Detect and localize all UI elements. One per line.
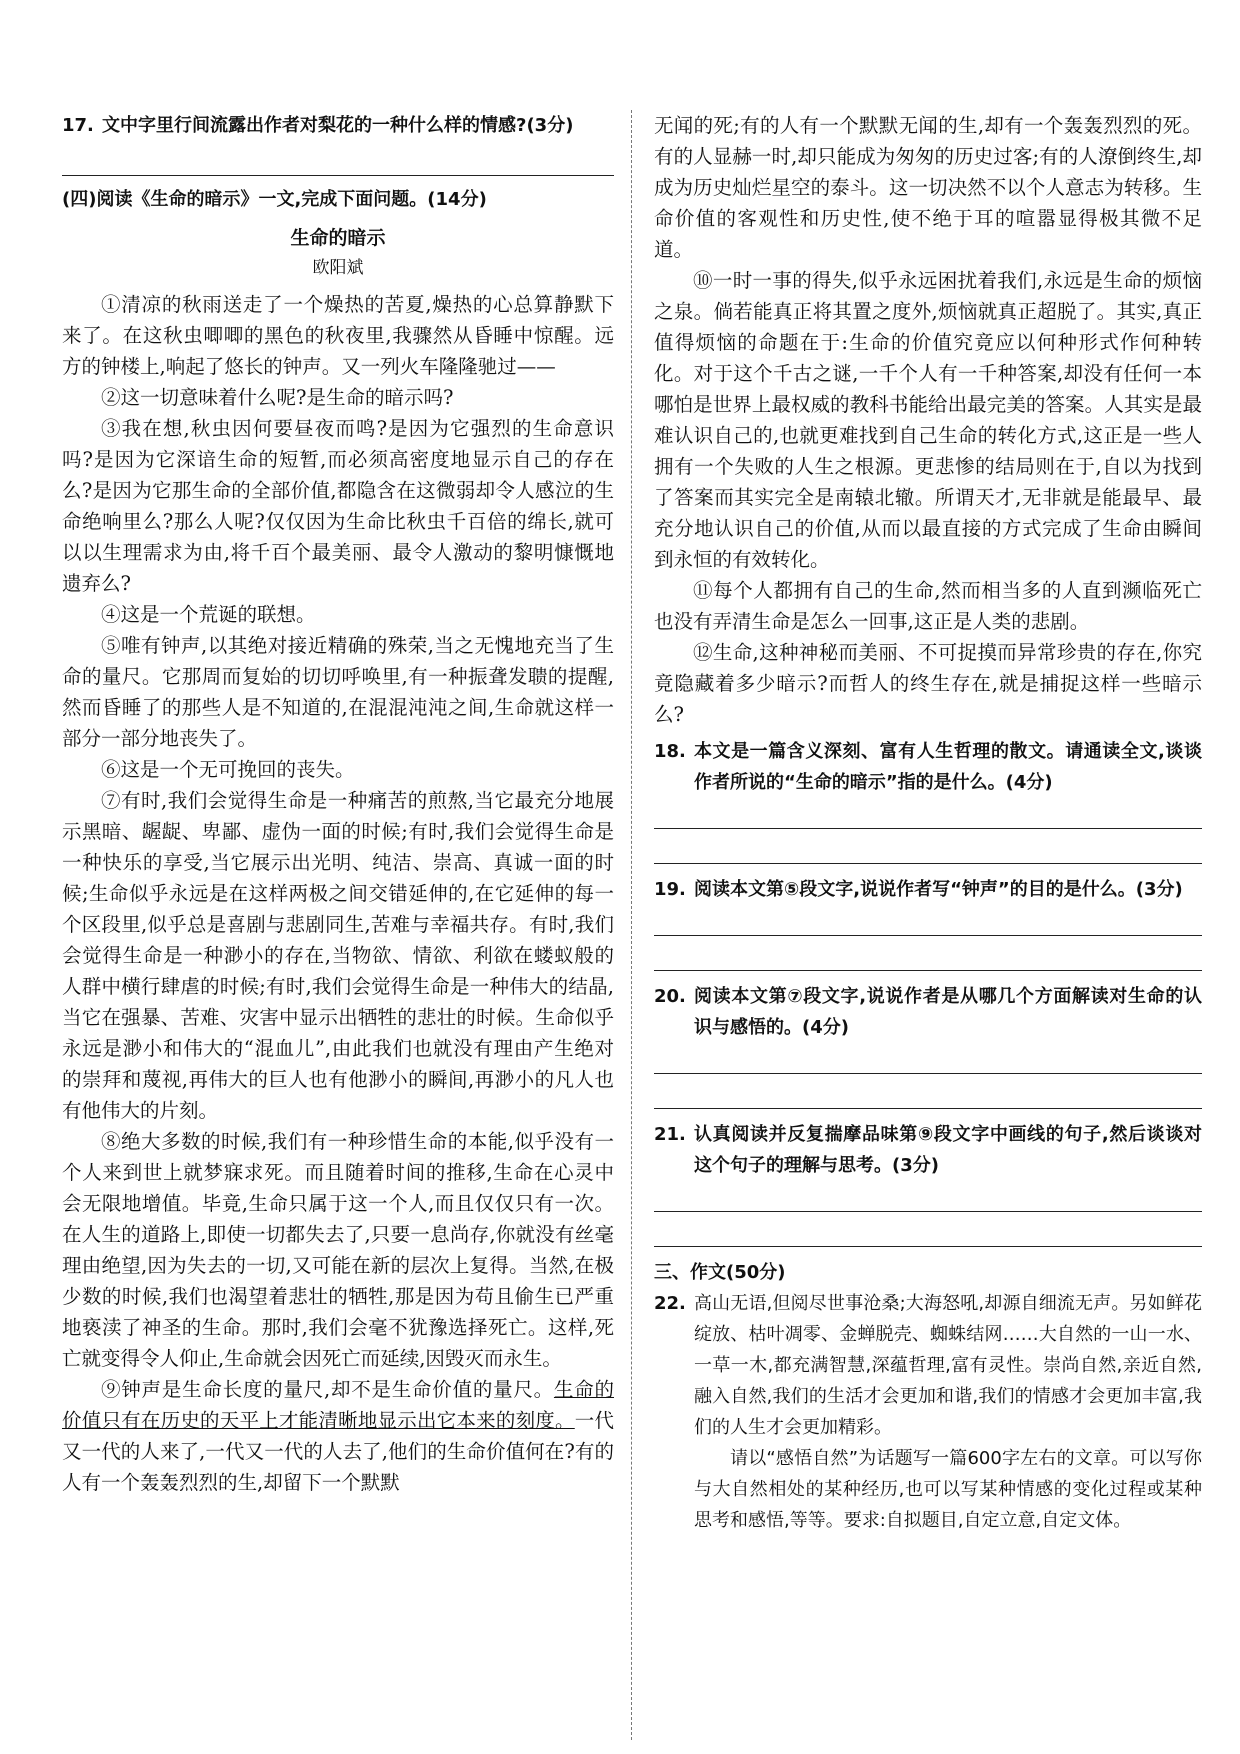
question-number: 19.	[654, 879, 686, 900]
paragraph-9-rest: 一代又一代的人来了,一代又一代的人去了,他们的生命价值何在?有的人有一个轰轰烈烈的生,却留下一个默默	[62, 1409, 614, 1494]
answer-line[interactable]	[654, 935, 1202, 936]
right-column	[654, 110, 1202, 1536]
answer-line[interactable]	[654, 863, 1202, 864]
paragraph-10: ⑩一时一事的得失,似乎永远困扰着我们,永远是生命的烦恼之泉。倘若能真正将其置之度外,烦恼就真正超脱了。其实,真正值得烦恼的命题在于:生命的价值究竟应以何种形式作何种转化。对于这个千古之谜,一千个人有一千种答案,却没有任何一本哪怕是世界上最权威的教科书能给出最完美的答案。人其实是最难认识自己的,也就更难找到自己生命的转化方式,这正是一些人拥有一个失败的人生之根源。更悲惨的结局则在于,自以为找到了答案而其实完全是南辕北辙。所谓天才,无非就是能最早、最充分地认识自己的价值,从而以最直接的方式完成了生命由瞬间到永恒的有效转化。	[654, 269, 1202, 571]
paragraph-11: ⑪每个人都拥有自己的生命,然而相当多的人直到濒临死亡也没有弄清生命是怎么一回事,这正是人类的悲剧。	[654, 579, 1202, 633]
section-4-header: (四)阅读《生命的暗示》一文,完成下面问题。(14分)	[62, 189, 487, 210]
answer-line[interactable]	[654, 1246, 1202, 1247]
question-17	[62, 110, 614, 141]
paragraph-4: ④这是一个荒诞的联想。	[101, 603, 316, 626]
paragraph-5: ⑤唯有钟声,以其绝对接近精确的殊荣,当之无愧地充当了生命的量尺。它那周而复始的切切呼唤里,有一种振聋发聩的提醒,然而昏睡了的那些人是不知道的,在混混沌沌之间,生命就这样一部分一部分地丧失了。	[62, 634, 614, 750]
answer-line[interactable]	[654, 828, 1202, 829]
answer-line[interactable]	[654, 1073, 1202, 1074]
question-21	[654, 1119, 1202, 1181]
paragraph-7: ⑦有时,我们会觉得生命是一种痛苦的煎熬,当它最充分地展示黑暗、龌龊、卑鄙、虚伪一面的时候;有时,我们会觉得生命是一种快乐的享受,当它展示出光明、纯洁、崇高、真诚一面的时候;生命似乎永远是在这样两极之间交错延伸的,在它延伸的每一个区段里,似乎总是喜剧与悲剧同生,苦难与幸福共存。有时,我们会觉得生命是一种渺小的存在,当物欲、情欲、利欲在蝼蚁般的人群中横行肆虐的时候;有时,我们会觉得生命是一种伟大的结晶,当它在强暴、苦难、灾害中显示出牺牲的悲壮的时候。生命似乎永远是渺小和伟大的“混血儿”,由此我们也就没有理由产生绝对的崇拜和蔑视,再伟大的巨人也有他渺小的瞬间,再渺小的凡人也有他伟大的片刻。	[62, 789, 614, 1122]
paragraph-9-start: ⑨钟声是生命长度的量尺,却不是生命价值的量尺。	[101, 1378, 554, 1401]
question-number: 22.	[654, 1293, 686, 1314]
question-number: 21.	[654, 1124, 686, 1145]
question-text: 文中字里行间流露出作者对梨花的一种什么样的情感?(3分)	[102, 115, 574, 136]
question-number: 18.	[654, 741, 686, 762]
paragraph-12: ⑫生命,这种神秘而美丽、不可捉摸而异常珍贵的存在,你究竟隐藏着多少暗示?而哲人的终生存在,就是捕捉这样一些暗示么?	[654, 641, 1202, 726]
question-text: 本文是一篇含义深刻、富有人生哲理的散文。请通读全文,谈谈作者所说的“生命的暗示”指的是什么。(4分)	[694, 741, 1202, 793]
question-number: 17.	[62, 115, 94, 136]
essay-intro: 高山无语,但阅尽世事沧桑;大海怒吼,却源自细流无声。另如鲜花绽放、枯叶凋零、金蝉脱壳、蜘蛛结网……大自然的一山一水、一草一木,都充满智慧,深蕴哲理,富有灵性。崇尚自然,亲近自然,融入自然,我们的生活才会更加和谐,我们的情感才会更加丰富,我们的人生才会更加精彩。	[694, 1293, 1202, 1438]
article-author: 欧阳斌	[312, 258, 364, 278]
paragraph-6: ⑥这是一个无可挽回的丧失。	[101, 758, 355, 781]
essay-prompt	[694, 1288, 1202, 1536]
paragraph-9	[62, 1374, 614, 1498]
answer-line[interactable]	[62, 175, 614, 176]
question-20	[654, 981, 1202, 1043]
question-text: 阅读本文第⑦段文字,说说作者是从哪几个方面解读对生命的认识与感悟的。(4分)	[694, 986, 1202, 1038]
question-19	[654, 874, 1202, 905]
question-22	[654, 1288, 1202, 1536]
paragraph-1: ①清凉的秋雨送走了一个燥热的苦夏,燥热的心总算静默下来了。在这秋虫唧唧的黑色的秋夜里,我骤然从昏睡中惊醒。远方的钟楼上,响起了悠长的钟声。又一列火车隆隆驰过——	[62, 293, 614, 378]
paragraph-8: ⑧绝大多数的时候,我们有一种珍惜生命的本能,似乎没有一个人来到世上就梦寐求死。而且随着时间的推移,生命在心灵中会无限地增值。毕竟,生命只属于这一个人,而且仅仅只有一次。在人生的道路上,即使一切都失去了,只要一息尚存,你就没有丝毫理由绝望,因为失去的一切,又可能在新的层次上复得。当然,在极少数的时候,我们也渴望着悲壮的牺牲,那是因为苟且偷生已严重地亵渎了神圣的生命。那时,我们会毫不犹豫选择死亡。这样,死亡就变得令人仰止,生命就会因死亡而延续,因毁灭而永生。	[62, 1130, 614, 1370]
question-number: 20.	[654, 986, 686, 1007]
question-text: 认真阅读并反复揣摩品味第⑨段文字中画线的句子,然后谈谈对这个句子的理解与思考。(3分)	[694, 1124, 1202, 1176]
left-column	[62, 110, 614, 1498]
paragraph-9-continued: 无闻的死;有的人有一个默默无闻的生,却有一个轰轰烈烈的死。有的人显赫一时,却只能成为匆匆的历史过客;有的人潦倒终生,却成为历史灿烂星空的泰斗。这一切决然不以个人意志为转移。生命价值的客观性和历史性,使不绝于耳的喧嚣显得极其微不足道。	[654, 114, 1202, 261]
answer-line[interactable]	[654, 1108, 1202, 1109]
question-text: 阅读本文第⑤段文字,说说作者写“钟声”的目的是什么。(3分)	[694, 879, 1183, 900]
article-title: 生命的暗示	[290, 227, 386, 249]
paragraph-3: ③我在想,秋虫因何要昼夜而鸣?是因为它强烈的生命意识吗?是因为它深谙生命的短暂,而必须高密度地显示自己的存在么?是因为它那生命的全部价值,都隐含在这微弱却令人感泣的生命绝响里么?那么人呢?仅仅因为生命比秋虫千百倍的绵长,就可以以生理需求为由,将千百个最美丽、最令人激动的黎明慷慨地遗弃么?	[62, 417, 614, 595]
paragraph-2: ②这一切意味着什么呢?是生命的暗示吗?	[101, 386, 454, 409]
question-18	[654, 736, 1202, 798]
section-3-header: 三、作文(50分)	[654, 1262, 786, 1283]
underlined-sentence: 生命的价值只有在历史的天平上才能清晰地显示出它本来的刻度。	[62, 1378, 614, 1432]
article-body-left	[62, 289, 614, 1498]
essay-requirement: 请以“感悟自然”为话题写一篇600字左右的文章。可以写你与大自然相处的某种经历,也可以写某种情感的变化过程或某种思考和感悟,等等。要求:自拟题目,自定立意,自定文体。	[694, 1448, 1202, 1531]
column-divider	[631, 110, 632, 1740]
answer-line[interactable]	[654, 970, 1202, 971]
answer-line[interactable]	[654, 1211, 1202, 1212]
